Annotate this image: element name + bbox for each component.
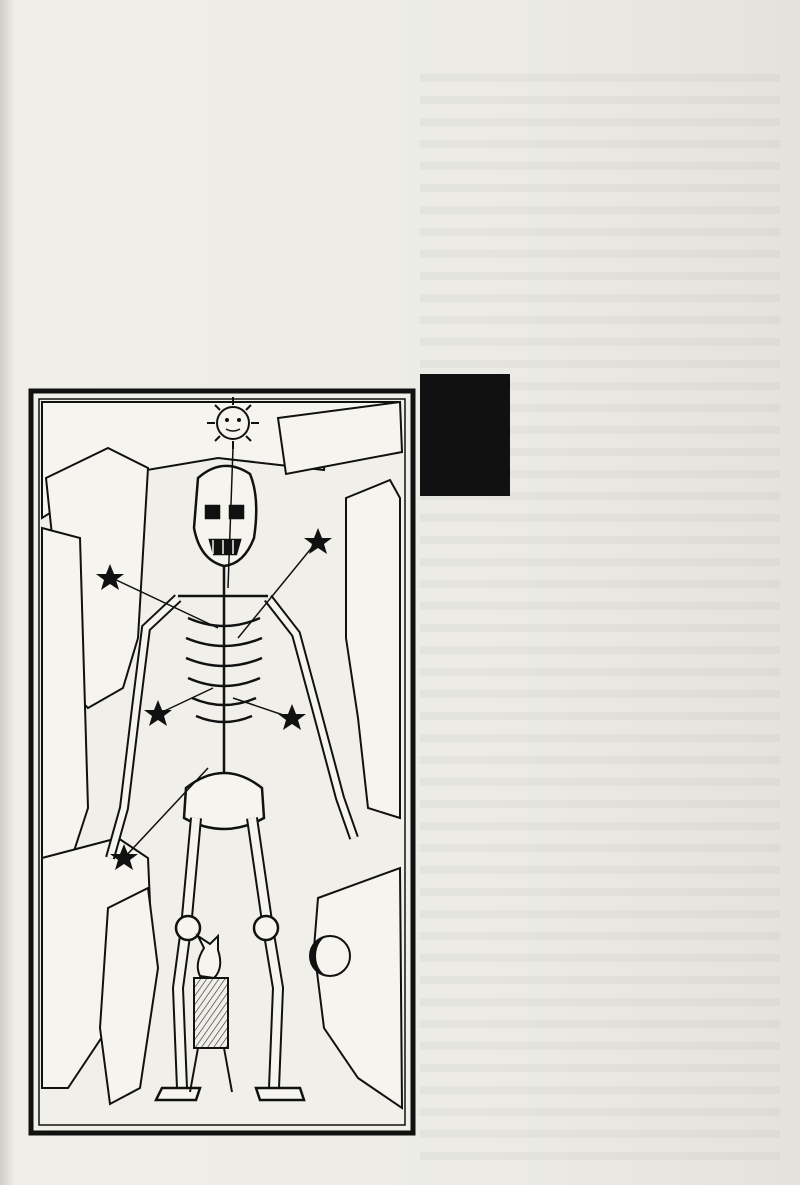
right-column: [418, 368, 776, 400]
show-through: [420, 60, 780, 1160]
decorated-initial: [420, 404, 510, 496]
page-gutter: [0, 0, 14, 1185]
anatomical-woodcut: [28, 388, 416, 1136]
moon-icon: [310, 936, 350, 976]
